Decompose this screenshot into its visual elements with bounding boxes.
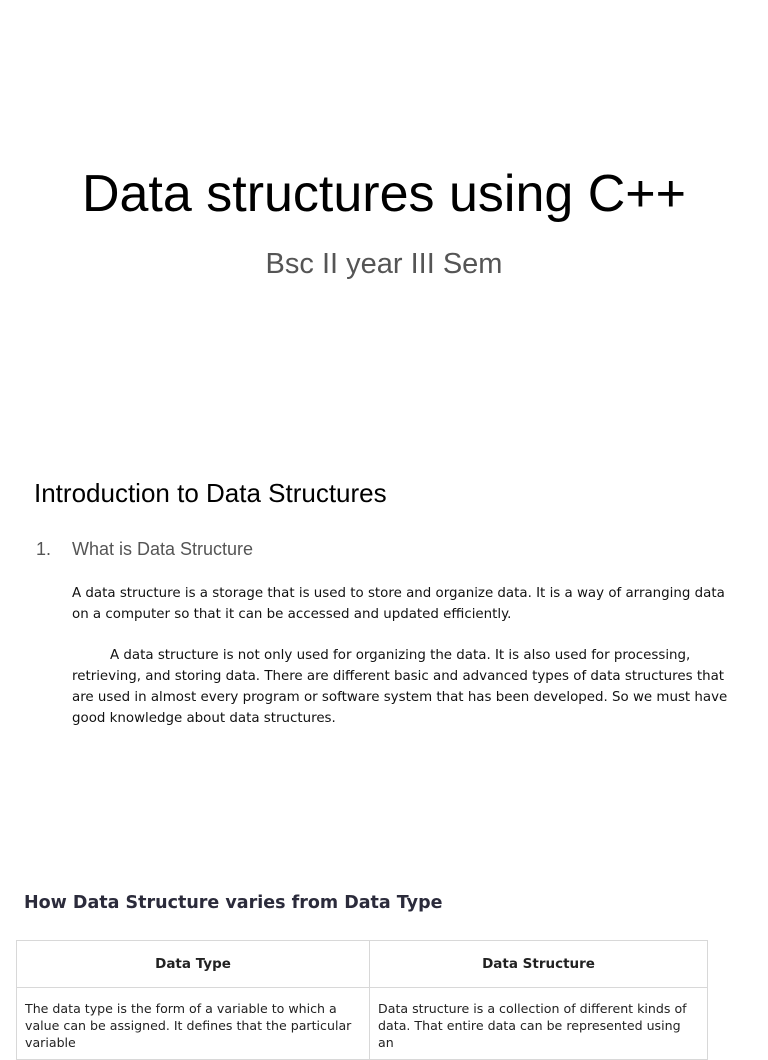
paragraph-usage: A data structure is not only used for organizing the data. It is also used for processing, retrieving, and storing data. There are different basic and advanced types of data structures that are used in almost every program or software system that has been developed. So we must have good knowledge about data structures. (72, 648, 728, 726)
list-item-label: What is Data Structure (72, 539, 254, 559)
column-header-data-type: Data Type (17, 941, 370, 988)
table-cell: The data type is the form of a variable to which a value can be assigned. It defines that the particular variable (17, 988, 370, 1060)
document-subtitle: Bsc II year III Sem (265, 248, 503, 280)
paragraph-definition: A data structure is a storage that is used to store and organize data. It is a way of arranging data on a computer so that it can be accessed and updated efficiently. (72, 586, 725, 622)
list-number: 1. (36, 539, 52, 559)
list-item (36, 537, 253, 561)
column-header-data-structure: Data Structure (370, 941, 708, 988)
document-title: Data structures using C++ (81, 165, 687, 223)
table-header-row (17, 941, 708, 988)
table-row (17, 988, 708, 1060)
table-cell: Data structure is a collection of different kinds of data. That entire data can be represented using an (370, 988, 708, 1060)
comparison-heading: How Data Structure varies from Data Type (24, 893, 443, 913)
comparison-table (16, 940, 708, 1060)
section-heading: Introduction to Data Structures (34, 478, 387, 508)
